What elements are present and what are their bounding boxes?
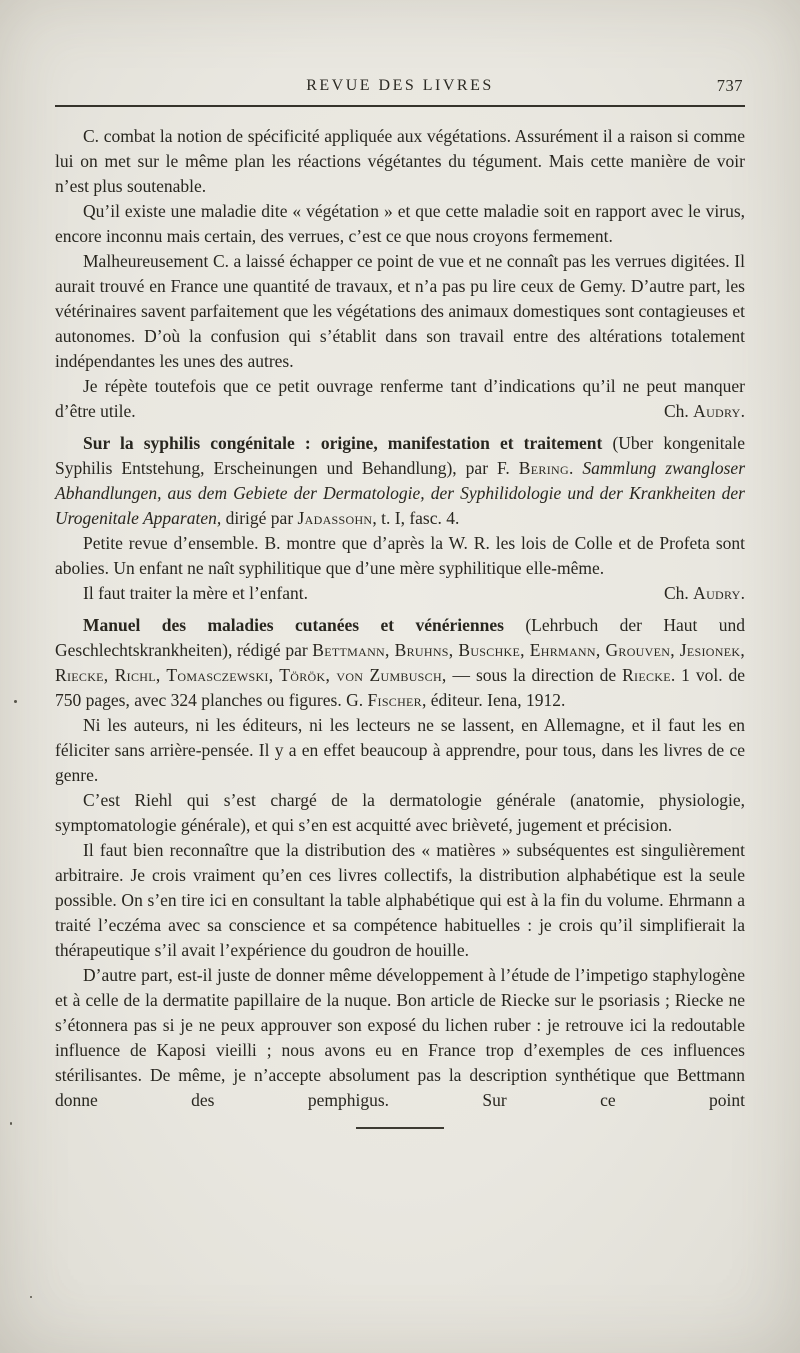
reviewer-signature — [624, 581, 745, 606]
paragraph — [55, 199, 745, 249]
person-name: Fischer — [367, 690, 422, 710]
header-rule — [55, 105, 745, 107]
person-name: Bering — [518, 458, 569, 478]
paragraph — [55, 531, 745, 581]
text-run: D’autre part, est-il juste de donner même développement à l’étude de l’impetigo staphylogène et à celle de la dermatite papillaire de la nuque. Bon article de Riecke sur le psoriasis ; Riecke ne s’étonnera pas si je ne peux approuver son exposé du lichen ruber : je retrouve ici la redoutable influence de Kaposi vieilli ; nous avons eu en France trop d’exemples de ces influences stérilisantes. De même, je n’accepte absolument pas la description synthétique que Bettmann donne des pemphigus. Sur ce point — [55, 965, 745, 1110]
text-run: — sous la direction de — [446, 665, 623, 685]
review-heading — [55, 431, 745, 531]
page-header — [55, 76, 745, 96]
scan-speck — [14, 700, 17, 703]
paragraph — [55, 788, 745, 838]
text-run: Ni les auteurs, ni les éditeurs, ni les lecteurs ne se lassent, en Allemagne, et il faut les en féliciter sans arrière-pensée. Il y a en effet beaucoup à apprendre, pour tous, dans les livres de ce genre. — [55, 715, 745, 785]
footer-rule — [356, 1127, 444, 1129]
reviewer-signature — [624, 399, 745, 424]
text-run: Il faut traiter la mère et l’enfant. — [83, 583, 308, 603]
text-run: Petite revue d’ensemble. B. montre que d’après la W. R. les lois de Colle et de Profeta sont abolies. Un enfant ne naît syphilitique que d’une mère syphilitique elle-même. — [55, 533, 745, 578]
paragraph — [55, 963, 745, 1113]
text-run: dirigé par — [221, 508, 298, 528]
text-run: , t. I, fasc. 4. — [372, 508, 460, 528]
person-name: Audry — [693, 583, 741, 603]
review-title: Manuel des maladies cutanées et vénériennes — [83, 615, 526, 635]
person-name: Audry — [693, 401, 741, 421]
text-run: (Uber kongenitale Syphilis Entstehung, Erscheinungen und Behandlung), par F. — [55, 433, 745, 478]
text-run: . — [740, 401, 745, 421]
paragraph — [55, 374, 745, 424]
text-run: C’est Riehl qui s’est chargé de la dermatologie générale (anatomie, physiologie, symptomatologie générale), et qui s’en est acquitté avec brièveté, jugement et précision. — [55, 790, 745, 835]
paragraph — [55, 581, 745, 606]
paragraphs — [55, 124, 745, 1113]
review-heading — [55, 613, 745, 713]
paragraph — [55, 838, 745, 963]
text-run: C. combat la notion de spécificité appliquée aux végétations. Assurément il a raison si comme lui on met sur le même plan les réactions végétantes du tégument. Mais cette manière de voir n’est plus soutenable. — [55, 126, 745, 196]
text-run: . — [568, 458, 583, 478]
work-title: Sammlung zwangloser Abhandlungen, aus dem Gebiete der Dermatologie, der Syphilidologie und der Krankheiten der Urogenitale Apparaten, — [55, 458, 746, 528]
text-run: Malheureusement C. a laissé échapper ce point de vue et ne connaît pas les verrues digitées. Il aurait trouvé en France une quantité de travaux, et n’a pas pu lire ceux de Gemy. D’autre part, les vétérinaires savent parfaitement que les végétations des animaux domestiques sont contagieuses et autonomes. D’où la confusion qui s’établit dans son travail entre des altérations totalement indépendantes les unes des autres. — [55, 251, 745, 371]
paragraph — [55, 249, 745, 374]
text-run: Qu’il existe une maladie dite « végétation » et que cette maladie soit en rapport avec le virus, encore inconnu mais certain, des verrues, c’est ce que nous croyons fermement. — [55, 201, 745, 246]
person-name: Jadassohn — [297, 508, 373, 528]
paragraph — [55, 713, 745, 788]
text-run: , éditeur. Iena, 1912. — [422, 690, 566, 710]
text-run: Il faut bien reconnaître que la distribution des « matières » subséquentes est singulièrement arbitraire. Je crois vraiment qu’en ces livres collectifs, la distribution alphabétique est la seule possible. On s’en tire ici en consultant la table alphabétique qui est à la fin du volume. Ehrmann a traité l’eczéma avec sa conscience et sa compétence habituelles : je crois qu’il simplifierait la thérapeutique s’il avait l’expérience du goudron de houille. — [55, 840, 745, 960]
text-run: Je répète toutefois que ce petit ouvrage renferme tant d’indications qu’il ne peut manquer d’être utile. — [55, 376, 745, 421]
paragraph — [55, 124, 745, 199]
page-number: 737 — [716, 76, 743, 95]
running-title: REVUE DES LIVRES — [306, 77, 494, 94]
text-run: . — [740, 583, 745, 603]
review-title: Sur la syphilis congénitale : origine, manifestation et traitement — [83, 433, 613, 453]
scan-speck — [30, 1296, 32, 1298]
person-name: Bettmann, Bruhns, Buschke, Ehrmann, Grouven, Jesionek, Riecke, Richl, Tomasczewski, Török, von Zumbusch, — [55, 640, 746, 685]
person-name: Riecke — [622, 665, 671, 685]
text-run: (Lehrbuch der Haut und Geschlechtskrankheiten), rédigé par — [55, 615, 745, 660]
text-run: . 1 vol. de 750 pages, avec 324 planches ou figures. G. — [55, 665, 745, 710]
text-run: Ch. — [663, 583, 694, 603]
scan-speck — [10, 1122, 12, 1125]
text-run: Ch. — [663, 401, 694, 421]
